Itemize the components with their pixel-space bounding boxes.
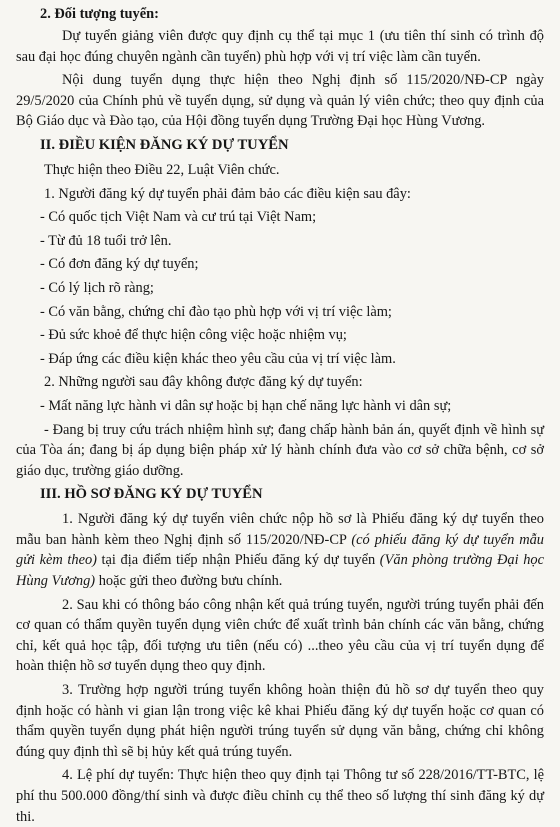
condition-item: - Có quốc tịch Việt Nam và cư trú tại Việt Nam; <box>40 209 317 226</box>
section-II-intro: Thực hiện theo Điều 22, Luật Viên chức. <box>44 161 280 178</box>
section-III-1-note-a: (có phiếu đăng ký dự tuyển mẫu gửi kèm theo) <box>16 531 545 569</box>
condition-item: - Đáp ứng các điều kiện khác theo yêu cầu của vị trí việc làm. <box>40 350 396 367</box>
section-III-1-text-c: hoặc gửi theo đường bưu chính. <box>95 573 283 590</box>
condition-item: - Có lý lịch rõ ràng; <box>40 279 154 296</box>
condition-item: - Có văn bằng, chứng chỉ đào tạo phù hợp với vị trí việc làm; <box>40 303 392 320</box>
section-III-2: 2. Sau khi có thông báo công nhận kết quả trúng tuyển, người trúng tuyển phải đến cơ quan có thẩm quyền tuyển dụng viên chức để xuất trình bản chính các văn bằng, chứng chỉ, kết quả học tập, đối tượng ưu tiên (nếu có) ...theo yêu cầu của vị trí tuyển dụng để hoàn thiện hồ sơ tuyển dụng theo quy định. <box>16 596 544 675</box>
section-II-1: 1. Người đăng ký dự tuyển phải đảm bảo các điều kiện sau đây: <box>44 185 411 202</box>
section-II-heading: II. ĐIỀU KIỆN ĐĂNG KÝ DỰ TUYỂN <box>40 136 289 153</box>
exclusion-item: - Mất năng lực hành vi dân sự hoặc bị hạn chế năng lực hành vi dân sự; <box>40 397 452 414</box>
section-2-paragraph-2: Nội dung tuyển dụng thực hiện theo Nghị định số 115/2020/NĐ-CP ngày 29/5/2020 của Chính phủ về tuyển dụng, sử dụng và quản lý viên chức; theo quy định của Bộ Giáo dục và Đào tạo, của Hội đồng tuyển dụng Trường Đại học Hùng Vương. <box>16 72 544 130</box>
condition-item: - Có đơn đăng ký dự tuyển; <box>40 256 199 273</box>
condition-item: - Đủ sức khoẻ để thực hiện công việc hoặc nhiệm vụ; <box>40 327 347 344</box>
section-2-paragraph-1: Dự tuyển giảng viên được quy định cụ thể tại mục 1 (ưu tiên thí sinh có trình độ sau đại học đúng chuyên ngành cần tuyển) phù hợp với vị trí việc làm cần tuyển. <box>16 28 544 65</box>
section-III-1-text-b: tại địa điểm tiếp nhận Phiếu đăng ký dự tuyển <box>96 552 380 569</box>
section-III-1 <box>16 509 544 591</box>
section-III-3: 3. Trường hợp người trúng tuyển không hoàn thiện đủ hồ sơ dự tuyển theo quy định hoặc có hành vi gian lận trong việc kê khai Phiếu đăng ký dự tuyển hoặc cơ quan có thẩm quyền tuyển dụng phát hiện người trúng tuyển sử dụng văn bằng, chứng chỉ không đúng quy định thì sẽ bị hủy kết quả trúng tuyển. <box>16 682 544 760</box>
exclusion-item: - Đang bị truy cứu trách nhiệm hình sự; đang chấp hành bản án, quyết định về hình sự của Tòa án; đang bị áp dụng biện pháp xử lý hành chính đưa vào cơ sở chữa bệnh, cơ sở giáo dục, trường giáo dưỡng. <box>16 421 544 479</box>
section-II-2: 2. Những người sau đây không được đăng ký dự tuyển: <box>44 374 363 391</box>
section-III-heading: III. HỒ SƠ ĐĂNG KÝ DỰ TUYỂN <box>40 486 263 503</box>
condition-item: - Từ đủ 18 tuổi trở lên. <box>40 232 172 249</box>
section-III-1-note-b: (Văn phòng trường Đại học Hùng Vương) <box>16 552 544 590</box>
section-III-4: 4. Lệ phí dự tuyển: Thực hiện theo quy định tại Thông tư số 228/2016/TT-BTC, lệ phí thu 500.000 đồng/thí sinh và được điều chỉnh cụ thể theo số lượng thí sinh đăng ký dự thi. <box>16 767 544 825</box>
section-2-title: 2. Đối tượng tuyển: <box>40 6 159 22</box>
section-III-1-text-a: 1. Người đăng ký dự tuyển viên chức nộp hồ sơ là Phiếu đăng ký dự tuyển theo mẫu ban hành kèm theo Nghị định số 115/2020/NĐ-CP <box>16 511 544 548</box>
